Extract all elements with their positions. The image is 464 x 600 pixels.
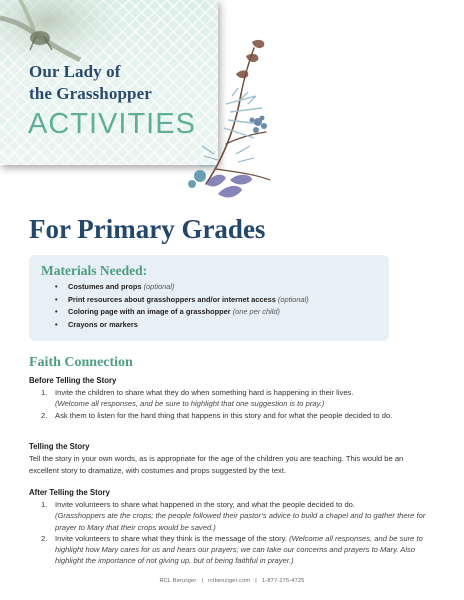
materials-item-note: (optional) bbox=[277, 294, 309, 304]
after-story-steps bbox=[41, 499, 426, 567]
materials-item-text: Print resources about grasshoppers and/or internet access bbox=[68, 294, 276, 304]
step-text: Invite the children to share what they do when something hard is happening in their lives. bbox=[55, 388, 354, 397]
materials-item bbox=[55, 306, 309, 319]
materials-item-note: (one per child) bbox=[232, 307, 280, 316]
materials-item-text: Costumes and props bbox=[68, 282, 142, 291]
footer bbox=[0, 578, 464, 584]
grasshopper-branch-photo bbox=[0, 0, 120, 70]
step-number: 1. bbox=[41, 388, 48, 397]
materials-item bbox=[55, 319, 309, 332]
before-story-steps bbox=[41, 387, 426, 421]
step-note: (Grasshoppers ate the crops; the people followed their pastor’s advice to build a chapel and to gather there for prayer to Mary that their crops would be saved.) bbox=[55, 511, 426, 532]
step-number: 2. bbox=[41, 533, 48, 543]
before-story-heading: Before Telling the Story bbox=[29, 376, 117, 385]
step-text: Invite volunteers to share what they think is the message of the story. bbox=[55, 533, 288, 543]
materials-list bbox=[55, 281, 309, 331]
materials-box bbox=[29, 255, 389, 341]
grade-heading: For Primary Grades bbox=[29, 214, 266, 244]
step-text: Invite volunteers to share what happened in the story, and what the people decided to do. bbox=[55, 500, 356, 509]
step-item bbox=[41, 387, 426, 410]
materials-item bbox=[55, 294, 309, 307]
telling-story-heading: Telling the Story bbox=[29, 442, 90, 451]
activities-heading: ACTIVITIES bbox=[28, 108, 196, 140]
footer-website[interactable]: rclbenziger.com bbox=[208, 578, 251, 584]
step-number: 1. bbox=[41, 500, 48, 509]
faith-connection-heading: Faith Connection bbox=[29, 355, 133, 370]
materials-item bbox=[55, 281, 309, 294]
materials-item-note: (optional) bbox=[143, 282, 175, 291]
step-item bbox=[41, 533, 426, 567]
footer-publisher: RCL Benziger bbox=[159, 578, 197, 584]
step-item bbox=[41, 410, 426, 421]
materials-title: Materials Needed: bbox=[41, 263, 148, 278]
materials-item-text: Coloring page with an image of a grasshopper bbox=[68, 307, 231, 316]
footer-separator: | bbox=[201, 578, 204, 584]
materials-item-text: Crayons or markers bbox=[68, 319, 138, 329]
title-line-2: the Grasshopper bbox=[29, 84, 152, 103]
telling-story-text: Tell the story in your own words, as is appropriate for the age of the children you are teaching. This would be an excellent story to dramatize, with costumes and props suggested by the text. bbox=[29, 454, 404, 475]
step-note: (Welcome all responses, and be sure to highlight how Mary cares for us and hears our prayers; we can take our concerns and prayers to Mary. Also highlight the importance of not giving up, but of being faithful in prayer.) bbox=[55, 533, 423, 566]
step-item bbox=[41, 499, 426, 533]
after-story-heading: After Telling the Story bbox=[29, 488, 110, 497]
footer-phone: 1-877-275-4725 bbox=[261, 578, 305, 584]
title-line-1: Our Lady of bbox=[29, 62, 121, 81]
step-note: (Welcome all responses, and be sure to highlight that one suggestion is to pray.) bbox=[55, 399, 325, 409]
floral-decoration bbox=[166, 34, 276, 209]
footer-separator: | bbox=[255, 578, 257, 584]
step-text: Ask them to listen for the hard thing that happens in this story and for what the people decided to do. bbox=[55, 410, 393, 420]
step-number: 2. bbox=[41, 410, 48, 420]
